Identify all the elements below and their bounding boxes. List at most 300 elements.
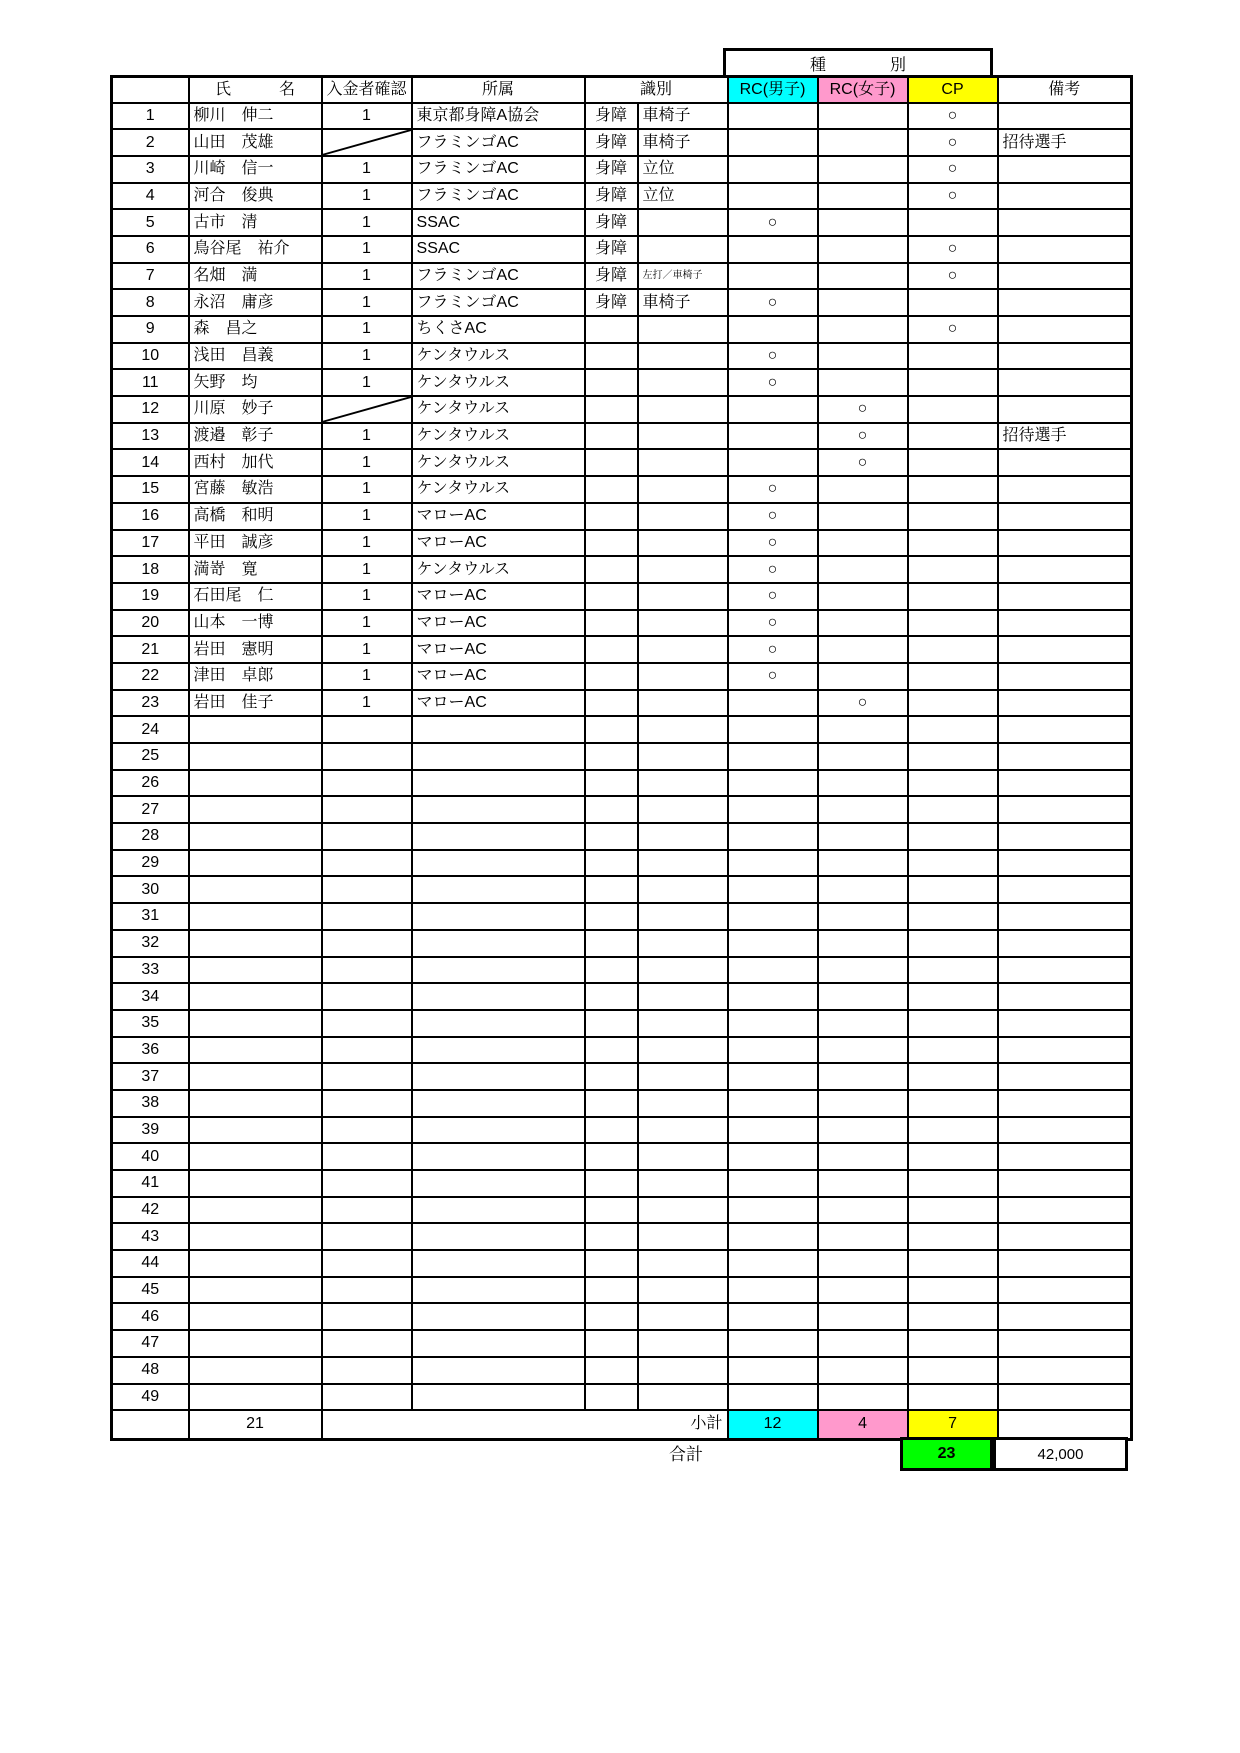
cell-affiliation (412, 1277, 585, 1304)
cell-identification-2 (638, 1303, 728, 1330)
cell-identification-2 (638, 1250, 728, 1277)
cell-name (189, 1330, 322, 1357)
cell-affiliation: ちくさAC (412, 316, 585, 343)
cell-row-number: 26 (112, 770, 189, 797)
cell-cp-mark (908, 1037, 998, 1064)
cell-rc-female-mark (818, 1010, 908, 1037)
cell-affiliation (412, 1143, 585, 1170)
cell-rc-male-mark (728, 423, 818, 450)
cell-rc-female-mark (818, 1090, 908, 1117)
cell-affiliation: マローAC (412, 690, 585, 717)
cell-cp-mark (908, 690, 998, 717)
cell-identification-1: 身障 (585, 183, 638, 210)
cell-rc-male-mark: ○ (728, 610, 818, 637)
table-row (112, 1277, 1132, 1304)
cell-affiliation: 東京都身障A協会 (412, 103, 585, 130)
cell-cp-mark (908, 796, 998, 823)
cell-payment-confirmation (322, 1197, 412, 1224)
cell-cp-mark (908, 1063, 998, 1090)
cell-payment-confirmation (322, 903, 412, 930)
cell-rc-male-mark (728, 156, 818, 183)
cell-name (189, 903, 322, 930)
cell-cp-mark (908, 1330, 998, 1357)
cell-rc-female-mark (818, 1384, 908, 1411)
cell-remarks (998, 263, 1132, 290)
cell-identification-1 (585, 663, 638, 690)
header-name: 氏 名 (189, 77, 322, 103)
cell-rc-male-mark (728, 1010, 818, 1037)
cell-rc-female-mark (818, 663, 908, 690)
cell-name (189, 796, 322, 823)
cell-rc-female-mark (818, 770, 908, 797)
cell-name (189, 1063, 322, 1090)
cell-name (189, 1090, 322, 1117)
cell-affiliation: マローAC (412, 610, 585, 637)
cell-affiliation: フラミンゴAC (412, 183, 585, 210)
cell-identification-1 (585, 1170, 638, 1197)
cell-rc-male-mark (728, 1143, 818, 1170)
cell-payment-confirmation: 1 (322, 236, 412, 263)
cell-remarks (998, 209, 1132, 236)
cell-remarks (998, 236, 1132, 263)
cell-affiliation (412, 770, 585, 797)
cell-cp-mark (908, 1357, 998, 1384)
cell-rc-male-mark: ○ (728, 556, 818, 583)
cell-row-number: 27 (112, 796, 189, 823)
cell-remarks (998, 343, 1132, 370)
cell-cp-mark (908, 530, 998, 557)
cell-remarks (998, 876, 1132, 903)
cell-remarks (998, 636, 1132, 663)
cell-payment-confirmation (322, 396, 412, 423)
cell-rc-female-mark (818, 1357, 908, 1384)
cell-row-number: 7 (112, 263, 189, 290)
header-payment-confirmation: 入金者確認 (322, 77, 412, 103)
cell-rc-female-mark (818, 1330, 908, 1357)
cell-cp-mark (908, 770, 998, 797)
cell-identification-2: 左打／車椅子 (638, 263, 728, 290)
cell-identification-1 (585, 690, 638, 717)
cell-rc-female-mark (818, 1117, 908, 1144)
cell-remarks (998, 1197, 1132, 1224)
cell-row-number: 35 (112, 1010, 189, 1037)
cell-identification-2 (638, 1037, 728, 1064)
cell-identification-1: 身障 (585, 236, 638, 263)
cell-payment-confirmation (322, 1117, 412, 1144)
cell-payment-confirmation: 1 (322, 530, 412, 557)
cell-rc-female-mark (818, 103, 908, 130)
cell-rc-male-mark (728, 1223, 818, 1250)
cell-name: 矢野 均 (189, 369, 322, 396)
cell-name (189, 770, 322, 797)
category-group-header: 種 別 (723, 48, 993, 75)
cell-identification-2 (638, 530, 728, 557)
cell-identification-1: 身障 (585, 129, 638, 156)
cell-identification-1 (585, 903, 638, 930)
cell-row-number: 3 (112, 156, 189, 183)
subtotal-cp-count: 7 (908, 1410, 998, 1439)
cell-cp-mark (908, 1010, 998, 1037)
cell-identification-1 (585, 530, 638, 557)
cell-identification-2 (638, 316, 728, 343)
cell-cp-mark (908, 556, 998, 583)
cell-name: 高橋 和明 (189, 503, 322, 530)
cell-payment-confirmation (322, 1223, 412, 1250)
cell-affiliation: ケンタウルス (412, 423, 585, 450)
cell-payment-confirmation: 1 (322, 316, 412, 343)
total-amount-cell: 42,000 (993, 1437, 1128, 1471)
cell-identification-1 (585, 610, 638, 637)
cell-remarks (998, 1303, 1132, 1330)
cell-identification-1 (585, 1303, 638, 1330)
cell-row-number: 24 (112, 716, 189, 743)
cell-cp-mark (908, 1143, 998, 1170)
cell-identification-2 (638, 610, 728, 637)
cell-rc-male-mark (728, 903, 818, 930)
cell-identification-2 (638, 503, 728, 530)
cell-identification-2 (638, 343, 728, 370)
cell-rc-female-mark (818, 716, 908, 743)
cell-name (189, 1143, 322, 1170)
cell-rc-female-mark (818, 503, 908, 530)
cell-rc-female-mark (818, 850, 908, 877)
cell-rc-male-mark (728, 263, 818, 290)
cell-identification-1 (585, 1117, 638, 1144)
cell-remarks (998, 930, 1132, 957)
cell-cp-mark (908, 823, 998, 850)
cell-row-number: 18 (112, 556, 189, 583)
cell-affiliation (412, 1117, 585, 1144)
cell-rc-male-mark (728, 1063, 818, 1090)
cell-identification-1 (585, 1063, 638, 1090)
cell-affiliation (412, 876, 585, 903)
cell-remarks (998, 503, 1132, 530)
cell-cp-mark (908, 1197, 998, 1224)
cell-rc-female-mark (818, 369, 908, 396)
table-row (112, 930, 1132, 957)
total-label: 合計 (669, 1445, 703, 1464)
cell-rc-male-mark (728, 236, 818, 263)
cell-rc-male-mark (728, 743, 818, 770)
cell-identification-2 (638, 983, 728, 1010)
cell-row-number: 19 (112, 583, 189, 610)
cell-rc-female-mark (818, 610, 908, 637)
cell-cp-mark: ○ (908, 103, 998, 130)
header-cp: CP (908, 77, 998, 103)
cell-payment-confirmation: 1 (322, 610, 412, 637)
cell-affiliation: フラミンゴAC (412, 156, 585, 183)
cell-name: 岩田 憲明 (189, 636, 322, 663)
cell-rc-male-mark (728, 1037, 818, 1064)
cell-name (189, 1303, 322, 1330)
table-row (112, 690, 1132, 717)
table-row (112, 503, 1132, 530)
cell-name: 満嵜 寛 (189, 556, 322, 583)
cell-identification-2 (638, 1117, 728, 1144)
cell-name: 浅田 昌義 (189, 343, 322, 370)
cell-remarks (998, 316, 1132, 343)
cell-cp-mark (908, 983, 998, 1010)
cell-remarks (998, 903, 1132, 930)
cell-rc-female-mark (818, 823, 908, 850)
cell-cp-mark (908, 876, 998, 903)
cell-name: 鳥谷尾 祐介 (189, 236, 322, 263)
cell-identification-2: 立位 (638, 183, 728, 210)
cell-cp-mark: ○ (908, 156, 998, 183)
cell-name (189, 1223, 322, 1250)
cell-identification-2 (638, 476, 728, 503)
cell-cp-mark (908, 369, 998, 396)
header-remarks: 備考 (998, 77, 1132, 103)
cell-identification-2 (638, 209, 728, 236)
cell-rc-female-mark (818, 156, 908, 183)
cell-affiliation: ケンタウルス (412, 396, 585, 423)
cell-identification-2 (638, 690, 728, 717)
table-row (112, 129, 1132, 156)
cell-remarks (998, 663, 1132, 690)
cell-row-number: 20 (112, 610, 189, 637)
cell-affiliation (412, 1384, 585, 1411)
cell-affiliation: SSAC (412, 209, 585, 236)
cell-identification-1 (585, 957, 638, 984)
cell-identification-1 (585, 396, 638, 423)
cell-affiliation: ケンタウルス (412, 449, 585, 476)
cell-identification-1 (585, 369, 638, 396)
cell-rc-male-mark (728, 1384, 818, 1411)
subtotal-rc-male-count: 12 (728, 1410, 818, 1439)
table-row (112, 636, 1132, 663)
cell-remarks (998, 983, 1132, 1010)
cell-name: 川崎 信一 (189, 156, 322, 183)
cell-rc-male-mark (728, 183, 818, 210)
cell-name: 柳川 伸二 (189, 103, 322, 130)
cell-name: 岩田 佳子 (189, 690, 322, 717)
cell-name: 山田 茂雄 (189, 129, 322, 156)
cell-payment-confirmation: 1 (322, 289, 412, 316)
cell-cp-mark (908, 663, 998, 690)
cell-identification-2 (638, 636, 728, 663)
cell-remarks (998, 476, 1132, 503)
cell-rc-male-mark (728, 1117, 818, 1144)
table-row (112, 1010, 1132, 1037)
cell-remarks (998, 396, 1132, 423)
cell-affiliation (412, 850, 585, 877)
cell-identification-2 (638, 1063, 728, 1090)
cell-affiliation (412, 1090, 585, 1117)
cell-name: 名畑 満 (189, 263, 322, 290)
cell-identification-1 (585, 316, 638, 343)
cell-name (189, 1170, 322, 1197)
cell-rc-male-mark (728, 316, 818, 343)
cell-identification-1: 身障 (585, 263, 638, 290)
cell-rc-male-mark (728, 1090, 818, 1117)
cell-identification-2: 車椅子 (638, 289, 728, 316)
cell-rc-female-mark (818, 236, 908, 263)
cell-rc-male-mark (728, 1197, 818, 1224)
cell-rc-male-mark (728, 823, 818, 850)
cell-rc-female-mark (818, 129, 908, 156)
cell-remarks (998, 1063, 1132, 1090)
cell-affiliation (412, 1303, 585, 1330)
cell-row-number: 29 (112, 850, 189, 877)
cell-rc-female-mark: ○ (818, 396, 908, 423)
header-identification: 識別 (585, 77, 728, 103)
table-row (112, 183, 1132, 210)
cell-row-number: 44 (112, 1250, 189, 1277)
table-row (112, 556, 1132, 583)
cell-rc-female-mark: ○ (818, 690, 908, 717)
cell-affiliation (412, 1330, 585, 1357)
cell-affiliation (412, 1223, 585, 1250)
cell-identification-1 (585, 1197, 638, 1224)
cell-payment-confirmation: 1 (322, 343, 412, 370)
cell-payment-confirmation: 1 (322, 449, 412, 476)
table-row (112, 449, 1132, 476)
subtotal-remarks (998, 1410, 1132, 1439)
cell-payment-confirmation: 1 (322, 690, 412, 717)
cell-identification-1 (585, 449, 638, 476)
cell-remarks (998, 1037, 1132, 1064)
cell-remarks (998, 1090, 1132, 1117)
cell-rc-male-mark: ○ (728, 583, 818, 610)
cell-cp-mark (908, 930, 998, 957)
cell-name: 宮藤 敏浩 (189, 476, 322, 503)
cell-rc-male-mark (728, 1357, 818, 1384)
cell-rc-male-mark (728, 1330, 818, 1357)
cell-identification-2 (638, 423, 728, 450)
table-row (112, 1117, 1132, 1144)
cell-cp-mark (908, 1117, 998, 1144)
cell-rc-female-mark (818, 1303, 908, 1330)
cell-remarks (998, 1250, 1132, 1277)
cell-row-number: 47 (112, 1330, 189, 1357)
cell-payment-confirmation (322, 1250, 412, 1277)
table-row (112, 1357, 1132, 1384)
cell-rc-female-mark (818, 983, 908, 1010)
cell-row-number: 15 (112, 476, 189, 503)
cell-rc-male-mark (728, 796, 818, 823)
cell-row-number: 13 (112, 423, 189, 450)
cell-affiliation: フラミンゴAC (412, 129, 585, 156)
cell-rc-female-mark (818, 583, 908, 610)
cell-identification-2 (638, 1384, 728, 1411)
cell-remarks (998, 1357, 1132, 1384)
cell-identification-1 (585, 1143, 638, 1170)
cell-name: 西村 加代 (189, 449, 322, 476)
cell-affiliation (412, 1170, 585, 1197)
cell-identification-2 (638, 583, 728, 610)
cell-payment-confirmation: 1 (322, 156, 412, 183)
cell-rc-female-mark: ○ (818, 423, 908, 450)
cell-row-number: 16 (112, 503, 189, 530)
cell-affiliation (412, 1357, 585, 1384)
cell-identification-2 (638, 1090, 728, 1117)
cell-identification-2 (638, 770, 728, 797)
cell-identification-2 (638, 1143, 728, 1170)
cell-identification-1 (585, 1250, 638, 1277)
cell-row-number: 1 (112, 103, 189, 130)
cell-name (189, 1384, 322, 1411)
cell-identification-2 (638, 850, 728, 877)
cell-cp-mark (908, 957, 998, 984)
cell-row-number: 40 (112, 1143, 189, 1170)
cell-identification-1 (585, 1277, 638, 1304)
cell-cp-mark (908, 396, 998, 423)
cell-identification-2: 車椅子 (638, 103, 728, 130)
cell-name (189, 957, 322, 984)
cell-identification-2 (638, 716, 728, 743)
cell-remarks (998, 530, 1132, 557)
table-row (112, 289, 1132, 316)
cell-identification-1 (585, 1037, 638, 1064)
cell-row-number: 8 (112, 289, 189, 316)
cell-row-number: 30 (112, 876, 189, 903)
cell-row-number: 9 (112, 316, 189, 343)
cell-identification-2 (638, 1170, 728, 1197)
cell-rc-female-mark (818, 1170, 908, 1197)
cell-rc-male-mark: ○ (728, 209, 818, 236)
cell-rc-male-mark: ○ (728, 503, 818, 530)
cell-row-number: 42 (112, 1197, 189, 1224)
cell-identification-2 (638, 876, 728, 903)
cell-payment-confirmation (322, 876, 412, 903)
cell-payment-confirmation (322, 1063, 412, 1090)
cell-affiliation (412, 1197, 585, 1224)
cell-name (189, 1357, 322, 1384)
cell-remarks (998, 156, 1132, 183)
cell-payment-confirmation (322, 716, 412, 743)
cell-cp-mark: ○ (908, 263, 998, 290)
cell-identification-2 (638, 796, 728, 823)
cell-remarks (998, 610, 1132, 637)
header-rc-male: RC(男子) (728, 77, 818, 103)
table-row (112, 1250, 1132, 1277)
cell-name: 石田尾 仁 (189, 583, 322, 610)
cell-cp-mark (908, 1250, 998, 1277)
cell-remarks (998, 957, 1132, 984)
cell-name (189, 1197, 322, 1224)
cell-affiliation (412, 983, 585, 1010)
cell-payment-confirmation (322, 850, 412, 877)
cell-rc-female-mark (818, 1250, 908, 1277)
cell-rc-female-mark (818, 183, 908, 210)
cell-remarks (998, 449, 1132, 476)
cell-affiliation: ケンタウルス (412, 476, 585, 503)
subtotal-row (112, 1410, 1132, 1439)
cell-rc-female-mark (818, 209, 908, 236)
table-row (112, 983, 1132, 1010)
cell-rc-female-mark (818, 1063, 908, 1090)
cell-rc-female-mark (818, 930, 908, 957)
cell-affiliation: ケンタウルス (412, 343, 585, 370)
cell-row-number: 33 (112, 957, 189, 984)
cell-row-number: 25 (112, 743, 189, 770)
cell-rc-female-mark (818, 796, 908, 823)
table-row (112, 396, 1132, 423)
cell-row-number: 34 (112, 983, 189, 1010)
cell-identification-2: 立位 (638, 156, 728, 183)
cell-name: 河合 俊典 (189, 183, 322, 210)
cell-name (189, 743, 322, 770)
cell-identification-1 (585, 1010, 638, 1037)
cell-payment-confirmation: 1 (322, 663, 412, 690)
cell-identification-2 (638, 1223, 728, 1250)
cell-remarks (998, 1117, 1132, 1144)
cell-remarks (998, 1143, 1132, 1170)
cell-name (189, 1037, 322, 1064)
cell-cp-mark (908, 743, 998, 770)
cell-identification-1: 身障 (585, 289, 638, 316)
